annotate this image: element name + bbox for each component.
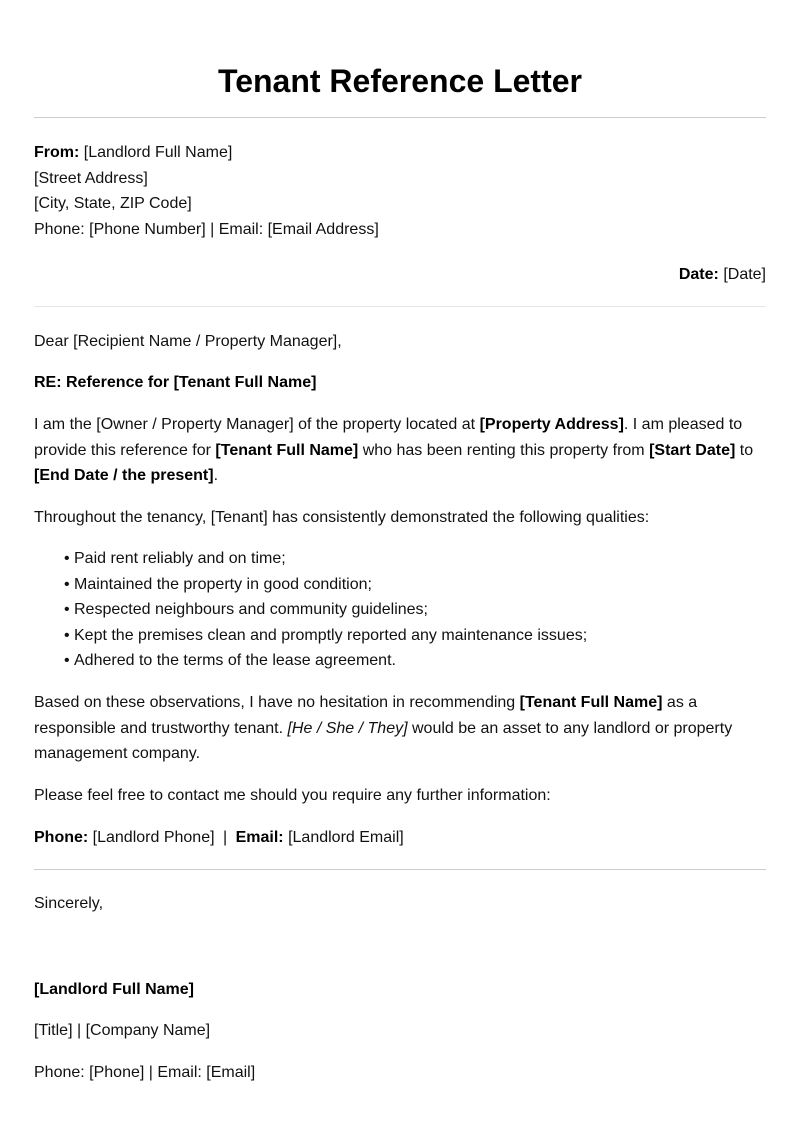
intro-text-3: who has been renting this property from [358, 441, 650, 459]
intro-text-5: . [213, 467, 219, 484]
contact-divider: | [223, 829, 228, 846]
phone-value: [Landlord Phone] [88, 829, 215, 846]
salutation: Dear [Recipient Name / Property Manager], [34, 333, 342, 350]
contact-intro: Please feel free to contact me should you require any further information: [34, 787, 551, 804]
sender-name-line [34, 140, 766, 166]
pronoun-placeholder: [He / She / They] [287, 719, 408, 737]
end-date: [End Date / the present] [34, 467, 214, 484]
phone-label: Phone: [34, 829, 89, 846]
qualities-list-wrapper [34, 546, 766, 674]
sender-block [34, 140, 766, 242]
signature-contact: Phone: [Phone] | Email: [Email] [34, 1064, 256, 1081]
intro-paragraph [34, 412, 766, 489]
subject-text: RE: Reference for [Tenant Full Name] [34, 374, 317, 391]
start-date: [Start Date] [649, 441, 736, 459]
recommendation-text-2: as a responsible and trustworthy tenant. [34, 694, 698, 737]
sender-contact: Phone: [Phone Number] | Email: [Email Address] [34, 220, 379, 238]
intro-text-1: I am the [Owner / Property Manager] of the property located at [34, 416, 480, 433]
signature-title: [Title] | [Company Name] [34, 1022, 211, 1039]
sender-city: [City, State, ZIP Code] [34, 195, 192, 212]
closing: Sincerely, [34, 895, 104, 912]
intro-text-4: to [735, 441, 754, 459]
signature-name-line [34, 977, 766, 1003]
from-label: From: [34, 144, 80, 161]
qualities-intro: Throughout the tenancy, [Tenant] has consistently demonstrated the following qualities: [34, 509, 650, 526]
recommendation-text-1: Based on these observations, I have no hesitation in recommending [34, 694, 520, 711]
qualities-list [34, 546, 766, 674]
date-line [34, 262, 766, 288]
recommendation-text-3: would be an asset to any landlord or property management company. [34, 719, 733, 762]
page-title: Tenant Reference Letter [218, 63, 582, 99]
header-divider [34, 306, 766, 307]
list-item: • Maintained the property in good condition; [34, 572, 766, 598]
sender-name: [Landlord Full Name] [83, 144, 233, 161]
date-label: Date: [678, 266, 719, 283]
list-item: • Respected neighbours and community guidelines; [34, 597, 766, 623]
recommendation-paragraph [34, 690, 766, 767]
title-divider [34, 117, 766, 118]
closing-divider [34, 869, 766, 870]
tenant-name: [Tenant Full Name] [215, 441, 359, 459]
email-label: Email: [235, 829, 284, 846]
date-value: [Date] [723, 266, 766, 283]
subject-line [34, 370, 766, 396]
intro-text-2: . I am pleased to provide this reference for [34, 416, 743, 459]
list-item: • Kept the premises clean and promptly reported any maintenance issues; [34, 623, 766, 649]
email-value: [Landlord Email] [283, 829, 404, 846]
recommended-tenant: [Tenant Full Name] [519, 694, 663, 711]
sender-street: [Street Address] [34, 169, 148, 187]
contact-line [34, 825, 766, 851]
list-item: • Adhered to the terms of the lease agreement. [34, 648, 766, 674]
property-address: [Property Address] [479, 416, 624, 433]
signature-name: [Landlord Full Name] [34, 981, 194, 998]
list-item: • Paid rent reliably and on time; [34, 546, 766, 572]
